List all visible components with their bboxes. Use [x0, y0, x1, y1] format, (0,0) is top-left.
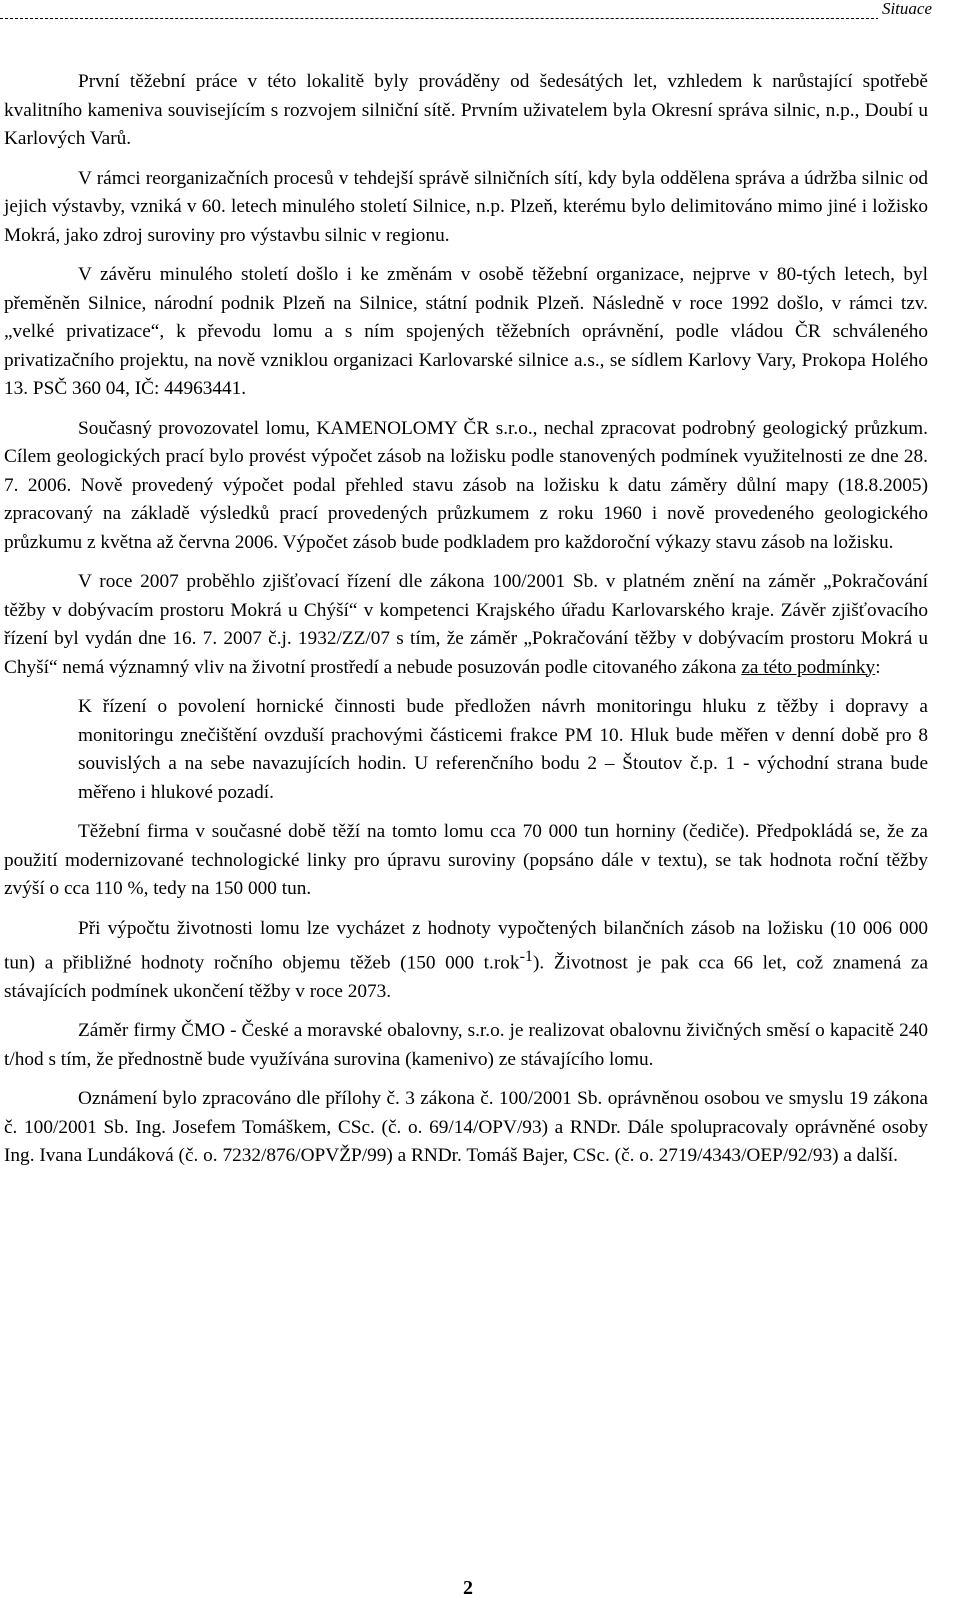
paragraph-screening-procedure: [4, 568, 928, 682]
screening-underlined: za této podmínky: [741, 656, 876, 678]
paragraph-mining-volume: Těžební firma v současné době těží na tomto lomu cca 70 000 tun horniny (čediče). Předpokládá se, že za použití modernizované technologické linky pro úpravu suroviny (popsáno dále v textu), se tak hodnota roční těžby zvýší o cca 110 %, tedy na 150 000 tun.: [4, 821, 928, 899]
paragraph-lifetime: [4, 915, 928, 1007]
screening-end: :: [875, 656, 881, 678]
page-header: [0, 0, 960, 26]
lifetime-end: ). Životnost je pak cca 66 let, což znamená za stávajících podmínek ukončení těžby v roce 2073.: [4, 952, 928, 1002]
paragraph-geological-survey: Současný provozovatel lomu, KAMENOLOMY ČR s.r.o., nechal zpracovat podrobný geologický průzkum. Cílem geologických prací bylo provést výpočet zásob na ložisku podle stanovených podmínek využitelnosti ze dne 28. 7. 2006. Nově provedený výpočet podal přehled stavu zásob na ložisku k datu záměry důlní mapy (18.8.2005) zpracovaný na základě výsledků prací provedených průzkumem z roku 1960 i nově provedeného geologického průzkumu z května až června 2006. Výpočet zásob bude podkladem pro každoroční výkazy stavu zásob na ložisku.: [4, 417, 928, 553]
header-section-title: Situace: [878, 0, 932, 19]
header-dashed-rule: [0, 18, 904, 19]
page-number: 2: [463, 1577, 473, 1599]
lifetime-text: Při výpočtu životnosti lomu lze vycházet z hodnoty vypočtených bilančních zásob na ložisku (10 006 000 tun) a přibližné hodnoty ročního objemu těžeb (150 000 t.rok: [4, 917, 928, 974]
paragraph-history: První těžební práce v této lokalitě byly prováděny od šedesátých let, vzhledem k narůstající spotřebě kvalitního kameniva souvisejícím s rozvojem silniční sítě. Prvním uživatelem byla Okresní správa silnic, n.p., Doubí u Karlových Varů.: [4, 71, 928, 149]
paragraph-condition: K řízení o povolení hornické činnosti bude předložen návrh monitoringu hluku z těžby i dopravy a monitoringu znečištění ovzduší prachovými částicemi frakce PM 10. Hluk bude měřen v denní době pro 8 souvislých a na sebe navazujících hodin. U referenčního bodu 2 – Štoutov č.p. 1 - východní strana bude měřeno i hlukové pozadí.: [78, 696, 928, 803]
screening-text: V roce 2007 proběhlo zjišťovací řízení dle zákona 100/2001 Sb. v platném znění na záměr „Pokračování těžby v dobývacím prostoru Mokrá u Chýší“ v kompetenci Krajského úřadu Karlovarského kraje. Závěr zjišťovacího řízení byl vydán dne 16. 7. 2007 č.j. 1932/ZZ/07 s tím, že záměr „Pokračování těžby v dobývacím prostoru Mokrá u Chyší“ nemá významný vliv na životní prostředí a nebude posuzován podle citovaného zákona: [4, 571, 928, 678]
paragraph-cmo: Záměr firmy ČMO - České a moravské obalovny, s.r.o. je realizovat obalovnu živičných směsí o kapacitě 240 t/hod s tím, že přednostně bude využívána surovina (kamenivo) ze stávajícího lomu.: [4, 1020, 928, 1070]
paragraph-privatization: V závěru minulého století došlo i ke změnám v osobě těžební organizace, nejprve v 80-tých letech, byl přeměněn Silnice, národní podnik Plzeň na Silnice, státní podnik Plzeň. Následně v roce 1992 došlo, v rámci tzv. „velké privatizace“, k převodu lomu a s ním spojených těžebních oprávnění, podle vládou ČR schváleného privatizačního projektu, na nově vzniklou organizaci Karlovarské silnice a.s., se sídlem Karlovy Vary, Prokopa Holého 13. PSČ 360 04, IČ: 44963441.: [4, 264, 928, 399]
paragraph-authors: Oznámení bylo zpracováno dle přílohy č. 3 zákona č. 100/2001 Sb. oprávněnou osobou ve smyslu 19 zákona č. 100/2001 Sb. Ing. Josefem Tomáškem, CSc. (č. o. 69/14/OPV/93) a RNDr. Dále spolupracovaly oprávněné osoby Ing. Ivana Lundáková (č. o. 7232/876/OPVŽP/99) a RNDr. Tomáš Bajer, CSc. (č. o. 2719/4343/OEP/92/93) a další.: [4, 1088, 928, 1167]
lifetime-exponent: -1: [519, 948, 533, 965]
document-body: [4, 68, 928, 1182]
paragraph-reorganization: V rámci reorganizačních procesů v tehdejší správě silničních sítí, kdy byla oddělena správa a údržba silnic od jejich výstavby, vzniká v 60. letech minulého století Silnice, n.p. Plzeň, kterému bylo delimitováno mimo jiné i ložisko Mokrá, jako zdroj suroviny pro výstavbu silnic v regionu.: [4, 167, 928, 246]
